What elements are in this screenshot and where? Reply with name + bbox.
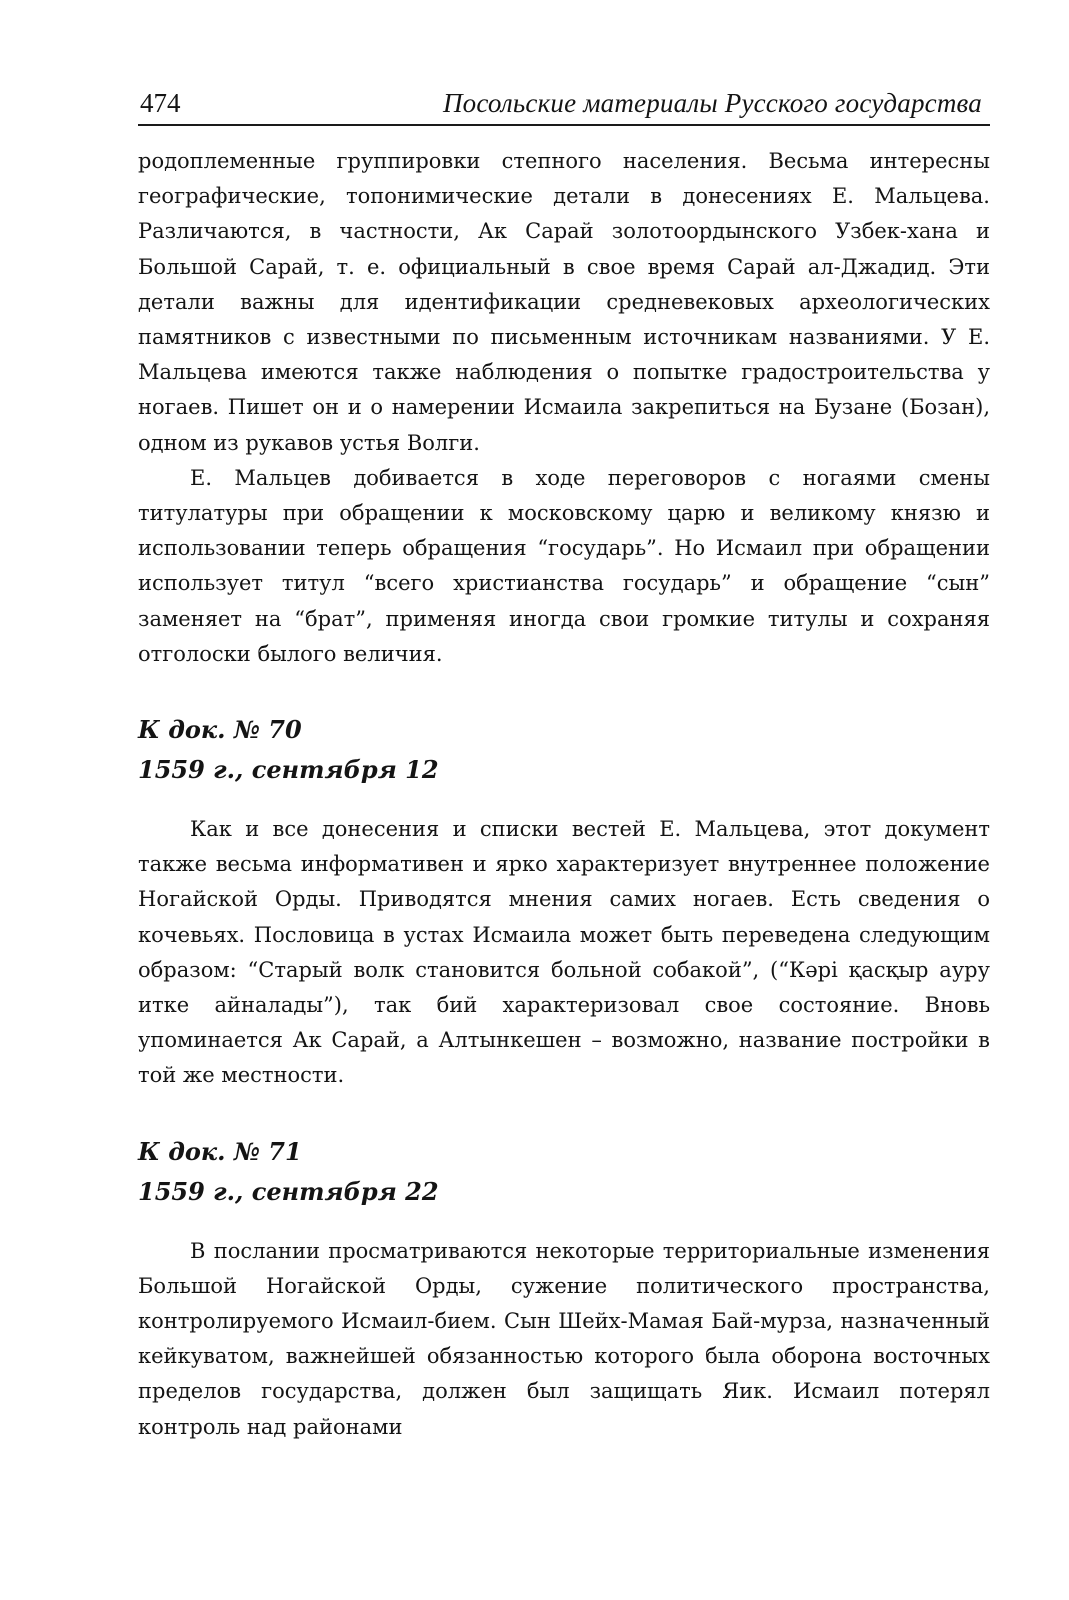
paragraph-doc-71: В послании просматриваются некоторые территориальные изменения Большой Ногайской Орды, сужение политического пространства, контролируемого Исмаил-бием. Сын Шейх-Мамая Бай-мурза, назначенный кейкуватом, важнейшей обязанностью которого была оборона восточных пределов государства, должен был защищать Яик. Исмаил потерял контроль над районами <box>138 1238 990 1439</box>
doc-reference: К док. № 70 <box>138 715 302 745</box>
doc-date: 1559 г., сентября 12 <box>138 755 439 785</box>
paragraph-doc-70: Как и все донесения и списки вестей Е. Мальцева, этот документ также весьма информативен и ярко характеризует внутреннее положение Ногайской Орды. Приводятся мнения самих ногаев. Есть сведения о кочевьях. Пословица в устах Исмаила может быть переведена следующим образом: “Старый волк становится больной собакой”, (“Кәрі қасқыр ауру итке айналады”), так бий характеризовал свое состояние. Вновь упоминается Ак Сарай, а Алтынкешен – возможно, название постройки в той же местности. <box>138 817 990 1088</box>
doc-reference: К док. № 71 <box>138 1136 302 1166</box>
doc-date: 1559 г., сентября 22 <box>138 1176 439 1206</box>
section-heading-doc-71 <box>138 1132 990 1212</box>
running-header <box>138 84 990 126</box>
book-page <box>138 84 990 1445</box>
body-text <box>138 144 990 1445</box>
section-heading-doc-70 <box>138 710 990 790</box>
running-title: Посольские материалы Русского государства <box>442 88 982 118</box>
paragraph-continuation: родоплеменные группировки степного населения. Весьма интересны географические, топонимические детали в донесениях Е. Мальцева. Различаются, в частности, Ак Сарай золотоордынского Узбек-хана и Большой Сарай, т. е. официальный в свое время Сарай ал-Джадид. Эти детали важны для идентификации средневековых археологических памятников с известными по письменным источникам названиями. У Е. Мальцева имеются также наблюдения о попытке градостроительства у ногаев. Пишет он и о намерении Исмаила закрепиться на Бузане (Бозан), одном из рукавов устья Волги. <box>138 149 990 455</box>
page-number: 474 <box>140 88 181 118</box>
paragraph-titulature: Е. Мальцев добивается в ходе переговоров с ногаями смены титулатуры при обращении к московскому царю и великому князю и использовании теперь обращения “государь”. Но Исмаил при обращении использует титул “всего христианства государь” и обращение “сын” заменяет на “брат”, применяя иногда свои громкие титулы и сохраняя отголоски былого величия. <box>138 465 990 666</box>
